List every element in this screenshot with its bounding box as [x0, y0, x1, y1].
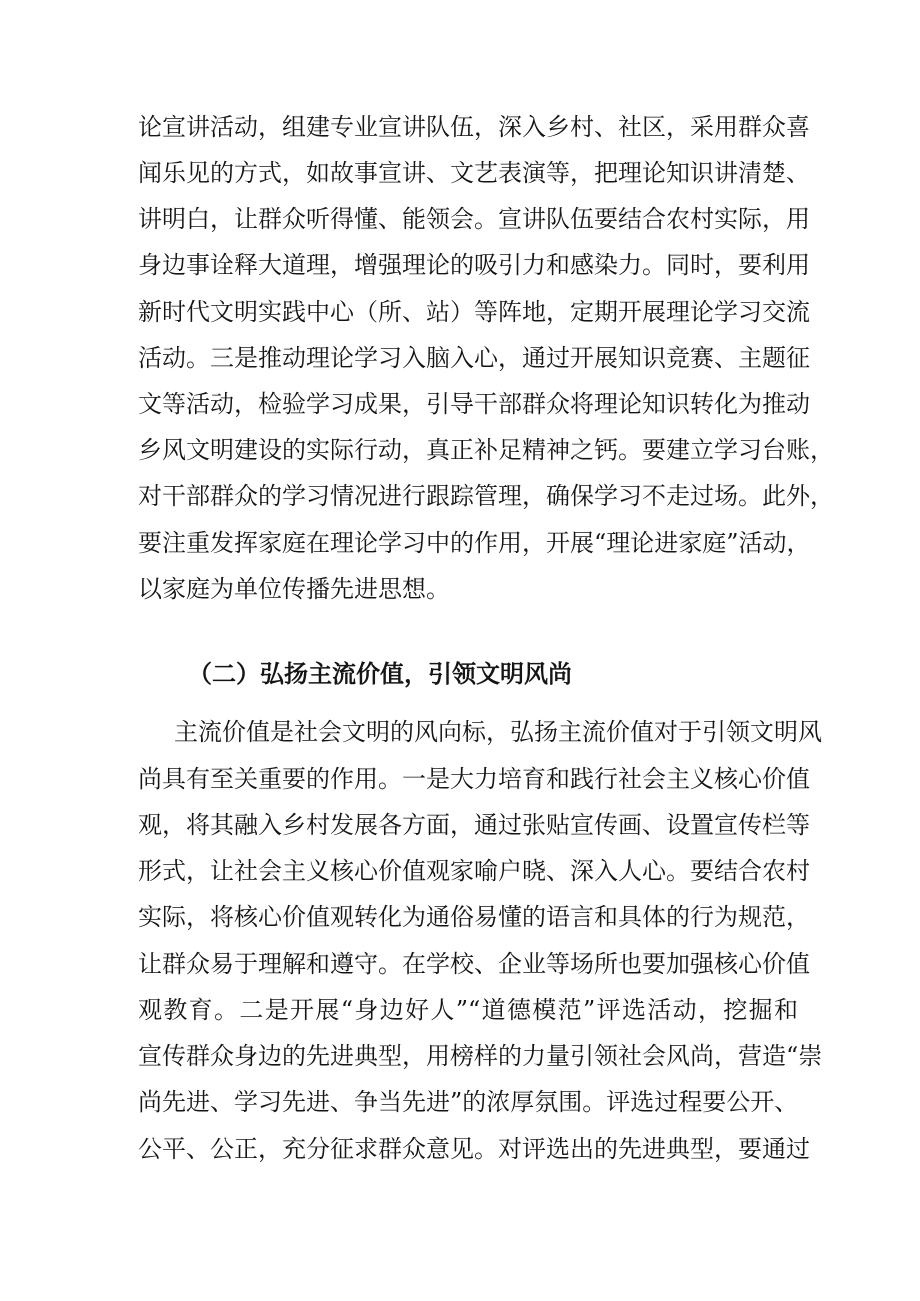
- text-line: 让群众易于理解和遵守。在学校、企业等场所也要加强核心价值: [138, 950, 810, 978]
- text-line: 身边事诠释大道理，增强理论的吸引力和感染力。同时，要利用: [138, 251, 810, 279]
- text-line: 公平、公正，充分征求群众意见。对评选出的先进典型，要通过: [138, 1135, 810, 1163]
- text-line: 闻乐见的方式，如故事宣讲、文艺表演等，把理论知识讲清楚、: [138, 159, 810, 187]
- text-line: 论宣讲活动，组建专业宣讲队伍，深入乡村、社区，采用群众喜: [138, 113, 810, 141]
- text-line: 主流价值是社会文明的风向标，弘扬主流价值对于引领文明风: [174, 718, 822, 746]
- text-line: 讲明白，让群众听得懂、能领会。宣讲队伍要结合农村实际，用: [138, 205, 810, 233]
- text-line: 文等活动，检验学习成果，引导干部群众将理论知识转化为推动: [138, 390, 810, 418]
- section-heading: （二）弘扬主流价值，引领文明风尚: [188, 660, 572, 688]
- text-line: 实际，将核心价值观转化为通俗易懂的语言和具体的行为规范，: [138, 903, 810, 931]
- text-line: 观，将其融入乡村发展各方面，通过张贴宣传画、设置宣传栏等: [138, 811, 810, 839]
- text-line: 对干部群众的学习情况进行跟踪管理，确保学习不走过场。此外，: [138, 482, 834, 510]
- text-line: 以家庭为单位传播先进思想。: [138, 575, 450, 603]
- text-line: 形式，让社会主义核心价值观家喻户晓、深入人心。要结合农村: [138, 857, 810, 885]
- text-line: 宣传群众身边的先进典型，用榜样的力量引领社会风尚，营造“崇: [138, 1042, 823, 1070]
- text-line: 尚先进、学习先进、争当先进”的浓厚氛围。评选过程要公开、: [138, 1088, 799, 1116]
- text-line: 新时代文明实践中心（所、站）等阵地，定期开展理论学习交流: [138, 298, 810, 326]
- text-line: 要注重发挥家庭在理论学习中的作用，开展“理论进家庭”活动，: [138, 529, 811, 557]
- text-line: 乡风文明建设的实际行动，真正补足精神之钙。要建立学习台账，: [138, 436, 834, 464]
- text-line: 观教育。二是开展“身边好人”“道德模范”评选活动，挖掘和: [138, 996, 798, 1024]
- text-line: 活动。三是推动理论学习入脑入心，通过开展知识竞赛、主题征: [138, 344, 810, 372]
- text-line: 尚具有至关重要的作用。一是大力培育和践行社会主义核心价值: [138, 765, 810, 793]
